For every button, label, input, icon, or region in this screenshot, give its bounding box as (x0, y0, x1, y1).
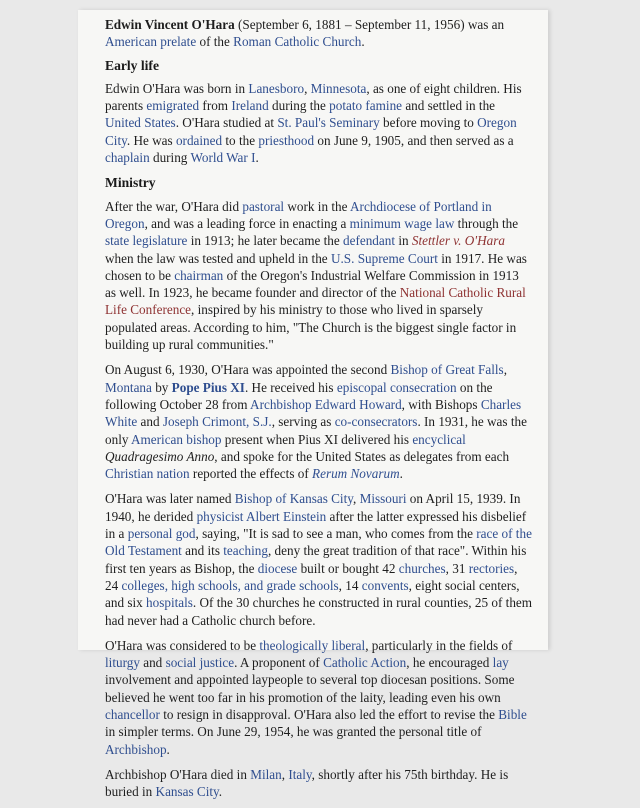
link-montana[interactable]: Montana (105, 379, 152, 395)
text-run: O'Hara was later named (105, 491, 235, 507)
text-run: , 24 (105, 560, 518, 593)
text-run: . (361, 34, 365, 50)
text-run: . In 1931, he was the only (105, 414, 527, 447)
link-milan[interactable]: Milan (250, 766, 282, 782)
text-run: (September 6, 1881 – September 11, 1956) was an (234, 17, 505, 32)
text-run: present when Pius XI delivered his (221, 431, 413, 447)
text-run: After the war, O'Hara did (105, 198, 243, 214)
text-run: , he encouraged (406, 655, 493, 671)
paragraph (105, 198, 533, 354)
link-priesthood[interactable]: priesthood (258, 132, 315, 148)
paragraph (105, 637, 533, 758)
link-lay[interactable]: lay (492, 655, 509, 671)
link-co-consecrators[interactable]: co-consecrators (334, 414, 418, 430)
text-run: , 14 (338, 577, 362, 593)
section-heading-ministry: Ministry (105, 175, 156, 191)
text-run: , saying, "It is sad to see a man, who comes from the (195, 526, 477, 542)
link-christian-nation[interactable]: Christian nation (105, 466, 190, 482)
text-run: of the (196, 34, 234, 50)
paragraph (105, 361, 533, 482)
text-run: , as one of eight children. His parents (105, 80, 522, 114)
link-united-states[interactable]: United States (105, 115, 176, 131)
text-run: reported the effects of (189, 466, 313, 482)
paragraph (105, 766, 533, 801)
text-run: , (281, 766, 289, 782)
link-bible[interactable]: Bible (498, 706, 527, 722)
text-run: in (395, 233, 412, 249)
link-chairman[interactable]: chairman (174, 267, 224, 283)
link-lanesboro[interactable]: Lanesboro (248, 80, 305, 96)
text-run: and (137, 414, 163, 430)
link-rectories[interactable]: rectories (468, 560, 515, 576)
text-run: of the Oregon's Industrial Welfare Commission in 1913 as well. In 1923, he became founder and director of the (105, 267, 519, 301)
text-run: , eight social centers, and six (105, 577, 520, 611)
text-run: . O'Hara studied at (175, 115, 278, 131)
link-st-paul-s-seminary[interactable]: St. Paul's Seminary (277, 115, 380, 131)
link-minnesota[interactable]: Minnesota (310, 80, 367, 96)
link-national-catholic-rural-life-conference[interactable]: National Catholic Rural Life Conference (105, 285, 526, 318)
link-albert-einstein[interactable]: Albert Einstein (246, 508, 327, 524)
link-teaching[interactable]: teaching (223, 543, 268, 559)
link-italy[interactable]: Italy (288, 766, 312, 782)
text-run: . (255, 150, 259, 166)
text-run: , deny the great tradition of that race". Within his first ten years as Bishop, the (105, 543, 527, 576)
link-archbishop-edward-howard[interactable]: Archbishop Edward Howard (250, 396, 402, 412)
text-run: Edwin O'Hara was born in (105, 80, 249, 96)
text-run: after the latter expressed his disbelief in a (105, 508, 527, 542)
section-heading-early-life: Early life (105, 57, 159, 73)
text-run: , and was a leading force in enacting a (144, 215, 350, 231)
text-run: to the (222, 132, 259, 148)
link-encyclical[interactable]: encyclical (412, 431, 466, 447)
article-body (105, 16, 533, 808)
link-defendant[interactable]: defendant (343, 233, 396, 249)
text-run: in simpler terms. On June 29, 1954, he was granted the personal title of (105, 724, 482, 740)
text-run: before moving to (379, 115, 478, 131)
text-run: work in the (284, 198, 351, 214)
link-american[interactable]: American (105, 34, 157, 50)
link-oregon-city[interactable]: Oregon City (105, 115, 517, 148)
text-run: built or bought 42 (297, 560, 399, 576)
text-run: to resign in disapproval. O'Hara also led the effort to revise the (159, 706, 499, 722)
text-run: when the law was tested and upheld in the (105, 250, 331, 266)
text-run: by (151, 379, 172, 395)
link-kansas-city[interactable]: Kansas City (155, 784, 219, 800)
text-run: , 31 (445, 560, 469, 576)
link-liturgy[interactable]: liturgy (105, 655, 140, 671)
link-american-bishop[interactable]: American bishop (131, 431, 222, 447)
link-convents[interactable]: convents (361, 577, 409, 593)
text-run: during the (268, 98, 330, 114)
text-run: , (304, 80, 311, 96)
link-charles-white[interactable]: Charles White (105, 396, 522, 430)
text-run: , with Bishops (401, 396, 481, 412)
link-hospitals[interactable]: hospitals (146, 595, 193, 611)
text-run: and (139, 655, 166, 671)
text-run: . He was (126, 132, 176, 148)
link-pope-pius-xi[interactable]: Pope Pius XI (171, 379, 245, 395)
link-minimum-wage-law[interactable]: minimum wage law (349, 215, 455, 231)
text-run: on the following October 28 from (105, 379, 493, 412)
text-run: . (166, 741, 170, 757)
text-run: , and spoke for the United States as delegates from each (214, 448, 510, 464)
link-emigrated[interactable]: emigrated (146, 98, 200, 114)
link-social-justice[interactable]: social justice (165, 655, 235, 671)
text-run: , shortly after his 75th birthday. He is buried in (105, 766, 509, 800)
text-run: , (503, 362, 507, 378)
link-episcopal-consecration[interactable]: episcopal consecration (336, 379, 457, 395)
text-run: , (353, 491, 360, 507)
text-run: . (399, 466, 403, 482)
text-run: on April 15, 1939. In 1940, he derided (105, 491, 521, 524)
text-run: , inspired by his ministry to those who lived in sparsely populated areas. According to him, "The Church is the biggest single factor in building up rural communities." (105, 302, 517, 353)
text-run: and settled in the (402, 98, 496, 114)
text-run: Quadragesimo Anno (105, 448, 215, 464)
link-prelate[interactable]: prelate (160, 34, 197, 50)
link-u-s-supreme-court[interactable]: U.S. Supreme Court (330, 250, 438, 266)
text-run: and its (181, 543, 224, 559)
text-run: . Of the 30 churches he constructed in rural counties, 25 of them had never had a Catholic church before. (105, 595, 533, 628)
text-run: Archbishop O'Hara died in (105, 766, 251, 782)
text-run: . A proponent of (234, 655, 324, 671)
link-potato-famine[interactable]: potato famine (329, 98, 403, 114)
text-run: On August 6, 1930, O'Hara was appointed the second (105, 362, 391, 378)
link-ireland[interactable]: Ireland (231, 98, 269, 114)
link-world-war-i[interactable]: World War I (190, 150, 256, 166)
link-chancellor[interactable]: chancellor (105, 706, 160, 722)
text-run: on June 9, 1905, and then served as a (314, 132, 514, 148)
link-state-legislature[interactable]: state legislature (105, 233, 188, 249)
link-ordained[interactable]: ordained (175, 132, 223, 148)
link-personal-god[interactable]: personal god (127, 526, 196, 542)
text-run: . (218, 784, 223, 800)
link-churches[interactable]: churches (398, 560, 446, 576)
text-run: Edwin Vincent O'Hara (105, 17, 235, 32)
link-missouri[interactable]: Missouri (359, 491, 407, 507)
text-run: , serving as (271, 414, 335, 430)
paragraph (105, 490, 533, 628)
text-run: from (199, 98, 232, 114)
link-archdiocese-of-portland-in-oregon[interactable]: Archdiocese of Portland in Oregon (105, 198, 492, 231)
paragraph (105, 80, 533, 166)
text-run: during (149, 150, 191, 166)
link-race-of-the-old-testament[interactable]: race of the Old Testament (105, 526, 532, 559)
text-run: , particularly in the fields of (365, 637, 513, 653)
link-archbishop[interactable]: Archbishop (105, 741, 167, 757)
text-run: through the (454, 215, 519, 231)
link-roman-catholic-church[interactable]: Roman Catholic Church (233, 34, 362, 50)
link-pastoral[interactable]: pastoral (242, 198, 285, 214)
text-run: O'Hara was considered to be (105, 637, 260, 653)
link-diocese[interactable]: diocese (257, 560, 298, 576)
link-physicist[interactable]: physicist (196, 508, 244, 524)
text-run: involvement and appointed laypeople to several top diocesan positions. Some believed he went too far in his promotion of the laity, leading even his own (105, 672, 515, 705)
link-colleges-high-schools-and-grade-schools[interactable]: colleges, high schools, and grade schools (121, 577, 339, 593)
link-rerum-novarum[interactable]: Rerum Novarum (312, 466, 400, 482)
link-stettler-v-o-hara[interactable]: Stettler v. O'Hara (411, 233, 505, 249)
text-run: in 1917. He was chosen to be (105, 250, 527, 283)
link-catholic-action[interactable]: Catholic Action (323, 655, 407, 671)
text-run: . He received his (244, 379, 337, 395)
link-joseph-crimont-s-j[interactable]: Joseph Crimont, S.J. (162, 414, 272, 430)
link-chaplain[interactable]: chaplain (105, 150, 150, 166)
link-theologically-liberal[interactable]: theologically liberal (259, 637, 366, 653)
link-bishop-of-kansas-city[interactable]: Bishop of Kansas City (234, 491, 353, 507)
link-bishop-of-great-falls[interactable]: Bishop of Great Falls (390, 362, 504, 378)
paragraph (105, 16, 533, 51)
text-run: in 1913; he later became the (187, 233, 344, 249)
